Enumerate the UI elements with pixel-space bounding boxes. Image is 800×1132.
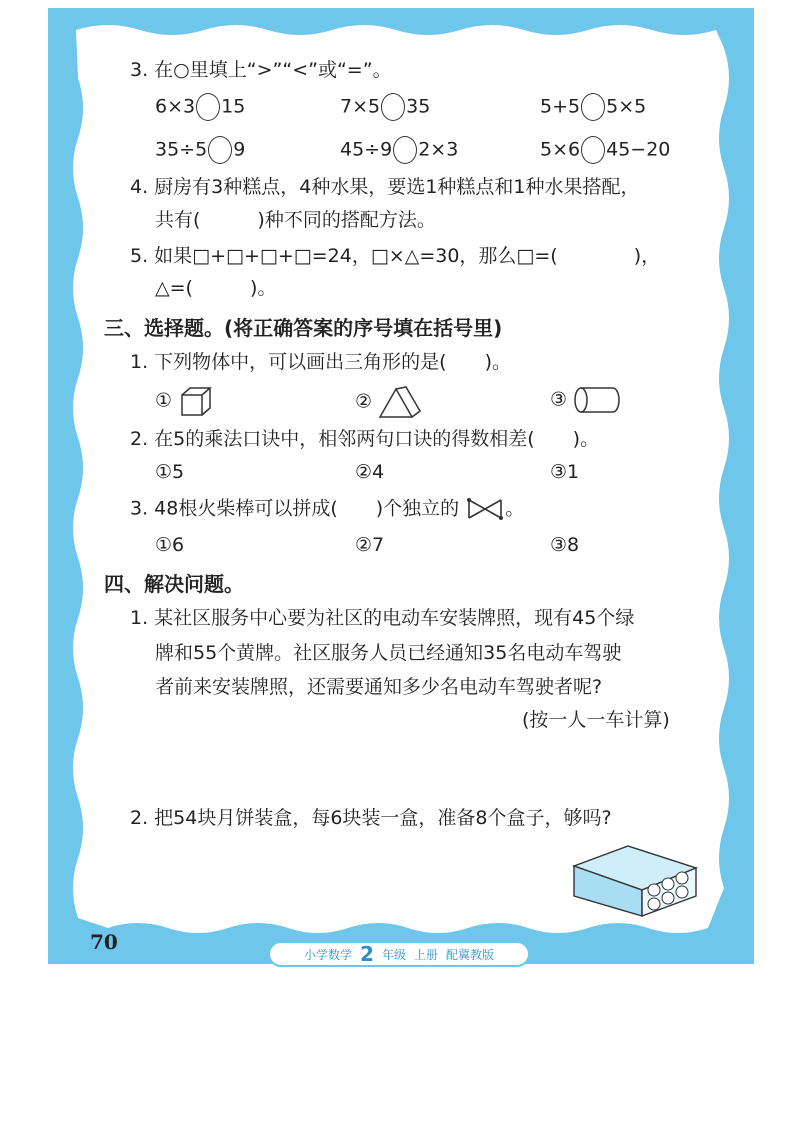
q5-line1: 5. 如果□+□+□+□=24，□×△=30，那么□=( )， — [130, 245, 661, 267]
compare-item: 45÷9 2×3 — [340, 136, 458, 164]
option-1[interactable]: ①6 — [155, 534, 185, 556]
sec4-q1-line2: 牌和55个黄牌。社区服务人员已经通知35名电动车驾驶 — [155, 642, 622, 664]
answer-circle[interactable] — [581, 136, 605, 164]
compare-item: 6×3 15 — [155, 93, 245, 121]
compare-item: 35÷5 9 — [155, 136, 245, 164]
sec4-q1-line3: 者前来安装牌照，还需要通知多少名电动车驾驶者呢? — [155, 676, 603, 698]
section3-title: 三、选择题。(将正确答案的序号填在括号里) — [104, 316, 503, 340]
option-2[interactable]: ②7 — [355, 534, 385, 556]
footer-grade-number: 2 — [360, 942, 374, 966]
footer-term: 上册 — [413, 947, 438, 962]
answer-circle[interactable] — [581, 93, 605, 121]
cube-icon — [178, 385, 214, 417]
q4-line2: 共有( )种不同的搭配方法。 — [155, 209, 436, 231]
footer-edition: 配冀教版 — [445, 947, 494, 962]
answer-circle[interactable] — [393, 136, 417, 164]
option-2[interactable]: ② — [355, 385, 422, 419]
q3-stem: 3. 在○里填上“>”“<”或“=”。 — [130, 59, 392, 81]
triangular-prism-icon — [378, 385, 422, 419]
page-number: 70 — [90, 930, 118, 954]
option-2[interactable]: ②4 — [355, 461, 385, 483]
sec4-q1-note: (按一人一车计算) — [522, 709, 670, 731]
option-1[interactable]: ①5 — [155, 461, 185, 483]
matchstick-shape-icon — [465, 496, 505, 522]
section4-title: 四、解决问题。 — [104, 572, 244, 596]
footer-banner — [268, 941, 530, 967]
sec4-q1-line1: 1. 某社区服务中心要为社区的电动车安装牌照，现有45个绿 — [130, 607, 635, 629]
option-1[interactable]: ① — [155, 385, 214, 417]
compare-item: 5×6 45−20 — [540, 136, 670, 164]
answer-circle[interactable] — [196, 93, 220, 121]
q4-line1: 4. 厨房有3种糕点，4种水果，要选1种糕点和1种水果搭配， — [130, 176, 640, 198]
option-3[interactable]: ③ — [550, 385, 621, 415]
option-3[interactable]: ③1 — [550, 461, 580, 483]
cylinder-icon — [573, 385, 621, 415]
sec4-q2-line1: 2. 把54块月饼装盒，每6块装一盒，准备8个盒子，够吗? — [130, 807, 612, 829]
sec3-q1-stem: 1. 下列物体中，可以画出三角形的是( )。 — [130, 351, 511, 373]
sec3-q2-stem: 2. 在5的乘法口诀中，相邻两句口诀的得数相差( )。 — [130, 428, 600, 450]
mooncake-box-icon — [568, 838, 702, 918]
footer-subject: 小学数学 — [304, 947, 353, 962]
answer-circle[interactable] — [208, 136, 232, 164]
compare-item: 5+5 5×5 — [540, 93, 646, 121]
q5-line2: △=( )。 — [155, 277, 277, 299]
sec3-q3-stem: 3. 48根火柴棒可以拼成( )个独立的 。 — [130, 496, 524, 522]
footer-grade: 年级 — [381, 947, 406, 962]
option-3[interactable]: ③8 — [550, 534, 580, 556]
compare-item: 7×5 35 — [340, 93, 430, 121]
answer-circle[interactable] — [381, 93, 405, 121]
